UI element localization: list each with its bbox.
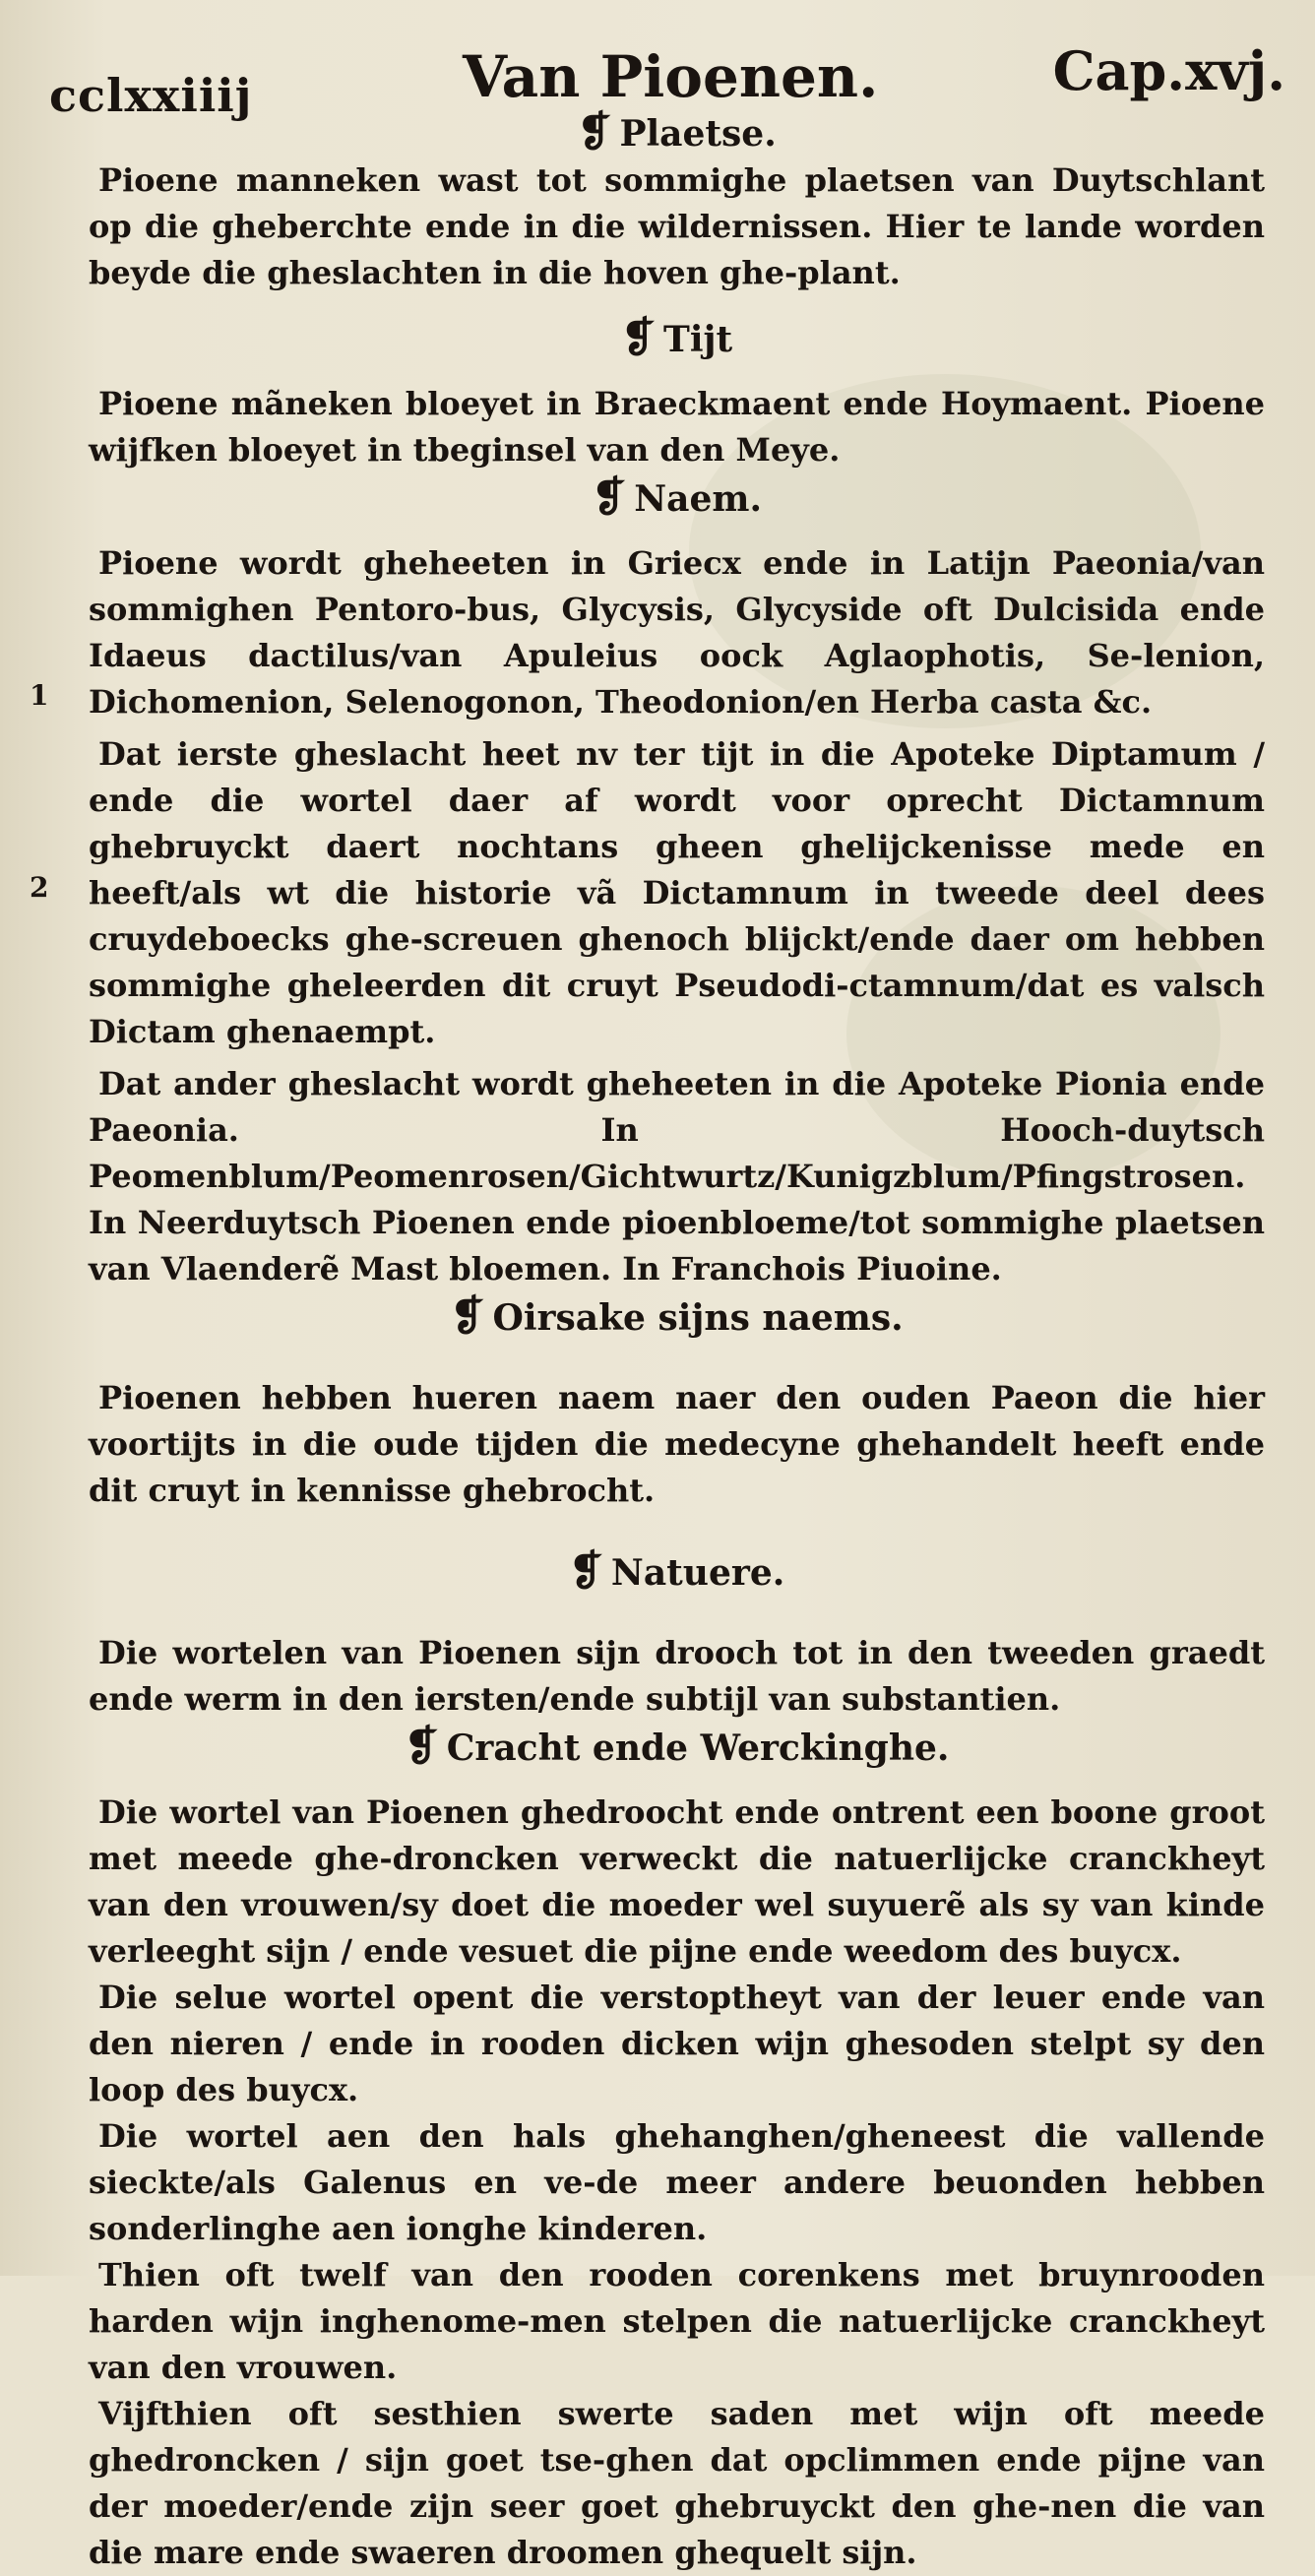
- section-heading-text: Naem.: [634, 478, 762, 520]
- paragraph: Dat ierste gheslacht heet nv ter tijt in die Apoteke Diptamum / ende die wortel daer af wordt voor oprecht Dictamnum ghebruyckt daert nochtans gheen ghelijckenisse mede en heeft/als wt die historie vã Dictamnum in tweede deel dees cruydeboecks ghe-screuen ghenoch blijckt/ende daer om hebben sommighe gheleerden dit cruyt Pseudodi-ctamnum/dat es valsch Dictam ghenaempt.: [89, 735, 1265, 1050]
- section-heading-text: Tijt: [663, 319, 733, 360]
- section-heading: [89, 314, 1265, 363]
- paragraph-mark-icon: ❡: [450, 1291, 485, 1340]
- paragraph-mark-icon: ❡: [620, 313, 657, 361]
- section-heading: [89, 1292, 1265, 1342]
- paragraph-mark-icon: ❡: [577, 107, 612, 156]
- paragraph: Dat ander gheslacht wordt gheheeten in die Apoteke Pionia ende Paeonia. In Hooch-duytsch Peomenblum/Peomenrosen/Gichtwurtz/Kunigzblum/Pfingstrosen. In Neerduytsch Pioenen ende pioenbloeme/tot sommighe plaetsen van Vlaenderẽ Mast bloemen. In Franchois Piuoine.: [89, 1065, 1265, 1288]
- chapter-number: Cap.xvj.: [1052, 39, 1285, 102]
- section-heading-text: Plaetse.: [619, 113, 777, 155]
- page-body: [89, 108, 1265, 2576]
- paragraph-mark-icon: ❡: [568, 1546, 603, 1595]
- margin-number: 1: [30, 679, 49, 712]
- paragraph: Pioene mãneken bloeyet in Braeckmaent ende Hoymaent. Pioene wijfken bloeyet in tbeginsel van den Meye.: [89, 385, 1265, 469]
- paragraph-mark-icon: ❡: [404, 1722, 439, 1770]
- paragraph-mark-icon: ❡: [592, 472, 627, 521]
- paragraph: Pioene manneken wast tot sommighe plaetsen van Duytschlant op die gheberchte ende in die wildernissen. Hier te lande worden beyde die gheslachten in die hoven ghe-plant.: [89, 161, 1265, 291]
- section-heading: [89, 1547, 1265, 1597]
- section-heading: [89, 108, 1265, 157]
- paragraph: Die wortel aen den hals ghehanghen/gheneest die vallende sieckte/als Galenus en ve-de meer andere beuonden hebben sonderlinghe aen ionghe kinderen.: [89, 2117, 1265, 2247]
- section-heading-text: Natuere.: [610, 1552, 785, 1594]
- paragraph: Vijfthien oft sesthien swerte saden met wijn oft meede ghedroncken / sijn goet tse-ghen dat opclimmen ende pijne van der moeder/ende zijn seer goet ghebruyckt den ghe-nen die van die mare ende swaeren droomen ghequelt sijn.: [89, 2395, 1265, 2571]
- paragraph: Die selue wortel opent die verstoptheyt van der leuer ende van den nieren / ende in rooden dicken wijn ghesoden stelpt sy den loop des buycx.: [89, 1979, 1265, 2108]
- paragraph: Die wortelen van Pioenen sijn drooch tot in den tweeden graedt ende werm in den iersten/ende subtijl van substantien.: [89, 1634, 1265, 1718]
- margin-number: 2: [30, 871, 49, 904]
- paragraph: Pioenen hebben hueren naem naer den ouden Paeon die hier voortijts in die oude tijden die medecyne ghehandelt heeft ende dit cruyt in kennisse ghebrocht.: [89, 1379, 1265, 1509]
- folio-number: cclxxiiij: [49, 69, 253, 122]
- paragraph: Die wortel van Pioenen ghedroocht ende ontrent een boone groot met meede ghe-droncken verweckt die natuerlijcke cranckheyt van den vrouwen/sy doet die moeder wel suyuerẽ als sy van kinde verleeght sijn / ende vesuet die pijne ende weedom des buycx.: [89, 1793, 1265, 1970]
- running-title: Van Pioenen.: [463, 43, 879, 110]
- section-heading: [89, 1723, 1265, 1772]
- section-heading-text: Cracht ende Werckinghe.: [446, 1728, 950, 1769]
- paragraph: Thien oft twelf van den rooden corenkens met bruynrooden harden wijn inghenome-men stelpen die natuerlijcke cranckheyt van den vrouwen.: [89, 2256, 1265, 2386]
- section-heading-text: Oirsake sijns naems.: [492, 1297, 904, 1339]
- section-heading: [89, 473, 1265, 523]
- paragraph: Pioene wordt gheheeten in Griecx ende in Latijn Paeonia/van sommighen Pentoro-bus, Glycysis, Glycyside oft Dulcisida ende Idaeus dactilus/van Apuleius oock Aglaophotis, Se-lenion, Dichomenion, Selenogonon, Theodonion/en Herba casta &c.: [89, 544, 1265, 721]
